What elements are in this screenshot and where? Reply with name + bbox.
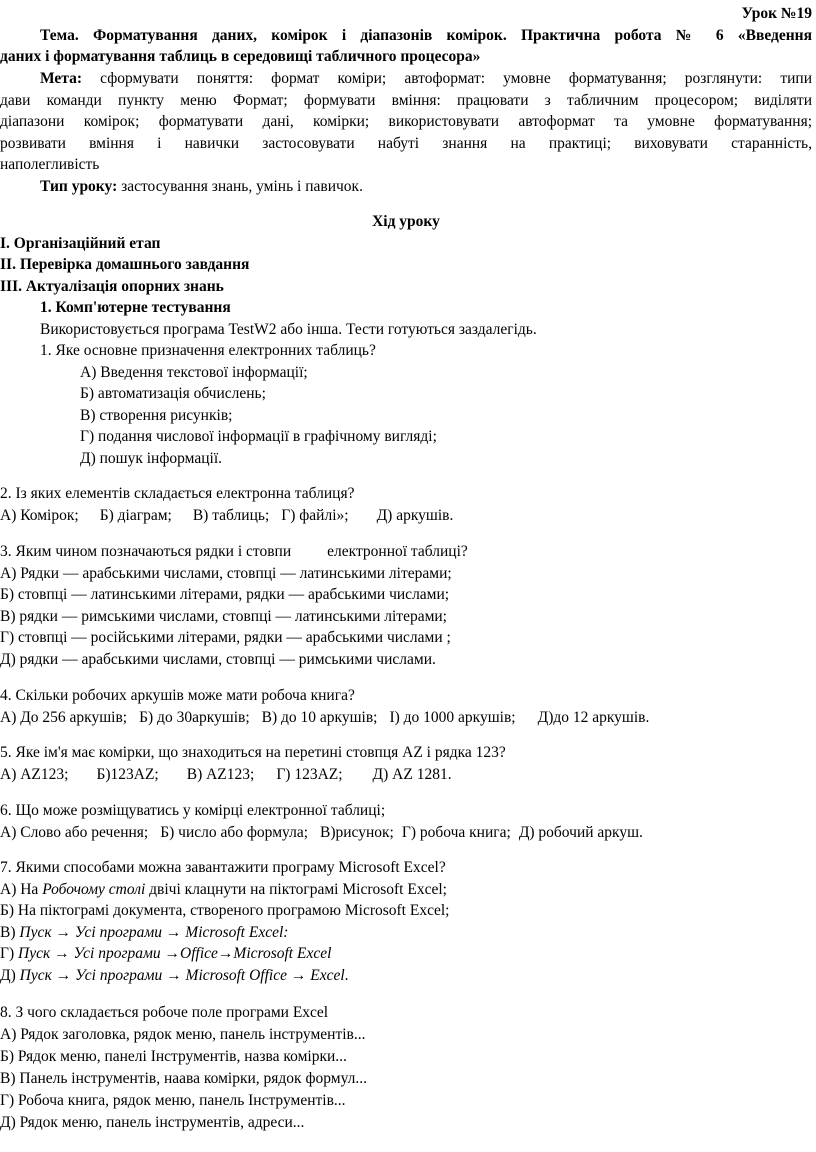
q1-option-a: А) Введення текстової інформації; <box>80 364 308 381</box>
lesson-number: Урок №19 <box>741 5 812 22</box>
q5-option-a: А) AZ123; <box>0 766 69 783</box>
q7-option-c-italic: Пуск → Усі програми → Microsoft Excel: <box>19 924 289 941</box>
topic-line-2: даних і форматування таблиць в середовищі табличного процесора» <box>0 48 481 65</box>
q7-option-d-italic: Пуск → Усі програми →Office→Microsoft Excel <box>18 945 332 962</box>
q7-option-a-suffix: двічі клацнути на піктограмі Microsoft Excel; <box>145 881 447 898</box>
q7-option-e-italic: Пуск → Усі програми → Microsoft Office → Excel <box>19 967 345 984</box>
q1-option-d: Г) подання числової інформації в графічному вигляді; <box>80 428 437 445</box>
q8-option-e: Д) Рядок меню, панель інструментів, адреси... <box>0 1114 305 1131</box>
q3-question-part-2: електронної таблиці? <box>327 543 468 560</box>
q2-option-c: В) таблиць; <box>192 507 270 524</box>
q5-option-c: В) AZ123; <box>186 766 255 783</box>
q3-question-part-1: 3. Яким чином позначаються рядки і стовпи <box>0 543 292 560</box>
q4-question: 4. Скільки робочих аркушів може мати робоча книга? <box>0 687 355 704</box>
q6-option-c: В)рисунок; <box>320 824 394 841</box>
q4-option-c: В) до 10 аркушів; <box>261 709 378 726</box>
q5-question: 5. Яке ім'я має комірки, що знаходиться на перетині стовпця AZ і рядка 123? <box>0 744 506 761</box>
q5-option-b: Б)123AZ; <box>96 766 159 783</box>
q4-option-e: Д)до 12 аркушів. <box>537 709 650 726</box>
topic-text-1: Форматування даних, комірок і діапазонів комірок. Практична робота № 6 «Введення <box>78 27 812 44</box>
q4-options <box>0 707 812 729</box>
q5-option-e: Д) AZ 1281. <box>372 766 452 783</box>
q3-option-c: В) рядки — римськими числами, стовпці — латинськими літерами; <box>0 608 447 625</box>
goal-line-1 <box>0 68 812 90</box>
q3-option-a: А) Рядки — арабськими числами, стовпці — латинськими літерами; <box>0 565 452 582</box>
goal-text-1: сформувати поняття: формат коміри; автоформат: умовне форматування; розглянути: типи <box>82 70 812 87</box>
q7-option-a <box>0 879 812 901</box>
q2-question: 2. Із яких елементів складається електронна таблиця? <box>0 485 355 502</box>
q2-options <box>0 505 812 527</box>
goal-label: Мета: <box>40 70 83 87</box>
q2-option-d: Г) файлі»; <box>281 507 349 524</box>
lesson-type <box>40 176 816 198</box>
q7-option-c-prefix: В) <box>0 924 20 941</box>
q8-option-c: В) Панель інструментів, наава комірки, рядок формул... <box>0 1070 367 1087</box>
q7-option-e <box>0 965 812 987</box>
topic-line-1 <box>0 25 812 47</box>
goal-line-4: розвивати вміння і навички застосовувати набуті знання на практиці; виховувати старанність, <box>0 135 812 152</box>
q7-option-e-suffix: . <box>344 967 349 984</box>
q3-question <box>0 541 812 563</box>
q7-option-d <box>0 943 812 965</box>
q7-option-b: Б) На піктограмі документа, створеного програмою Microsoft Excel; <box>0 902 450 919</box>
goal-line-3: діапазони комірок; форматувати дані, комірки; використовувати автоформат та умовне форматування; <box>0 113 812 130</box>
q6-option-e: Д) робочий аркуш. <box>518 824 643 841</box>
q3-option-e: Д) рядки — арабськими числами, стовпці — римськими числами. <box>0 651 436 668</box>
q4-option-a: А) До 256 аркушів; <box>0 709 128 726</box>
type-text: застосування знань, умінь і павичок. <box>117 178 363 195</box>
q8-question: 8. З чого складається робоче поле програми Excel <box>0 1004 329 1021</box>
stage-1: I. Організаційний етап <box>0 235 161 252</box>
q2-option-e: Д) аркушів. <box>376 507 454 524</box>
q3-option-d: Г) стовпці — російськими літерами, рядки — арабськими числами ; <box>0 629 451 646</box>
q6-option-d: Г) робоча книга; <box>401 824 511 841</box>
q6-question: 6. Що може розміщуватись у комірці електронної таблиці; <box>0 802 386 819</box>
q4-option-b: Б) до 30аркушів; <box>139 709 250 726</box>
q8-option-b: Б) Рядок меню, панелі Інструментів, назва комірки... <box>0 1048 347 1065</box>
q1-question: 1. Яке основне призначення електронних таблиць? <box>40 342 376 359</box>
q7-option-a-italic: Робочому столі <box>42 881 146 898</box>
q8-option-a: А) Рядок заголовка, рядок меню, панель інструментів... <box>0 1026 366 1043</box>
topic-label: Тема. <box>40 27 79 44</box>
q1-option-e: Д) пошук інформації. <box>80 450 223 467</box>
q7-question: 7. Якими способами можна завантажити програму Microsoft Excel? <box>0 859 446 876</box>
subsection-1: 1. Комп'ютерне тестування <box>40 299 231 316</box>
course-title: Хід уроку <box>372 213 440 230</box>
q4-option-d: І) до 1000 аркушів; <box>389 709 516 726</box>
q7-option-d-prefix: Г) <box>0 945 18 962</box>
stage-2: II. Перевірка домашнього завдання <box>0 256 250 273</box>
goal-line-2: дави команди пункту меню Формат; формувати вміння: працювати з табличним процесором; виділяти <box>0 92 812 109</box>
q2-option-b: Б) діаграм; <box>99 507 172 524</box>
intro-text: Використовується програма TestW2 або інша. Тести готуються заздалегідь. <box>40 321 537 338</box>
q8-option-d: Г) Робоча книга, рядок меню, панель Інструментів... <box>0 1092 346 1109</box>
q7-option-e-prefix: Д) <box>0 967 20 984</box>
goal-line-5: наполегливість <box>0 156 100 173</box>
q2-option-a: А) Комірок; <box>0 507 79 524</box>
q5-options <box>0 764 812 786</box>
q6-option-a: А) Слово або речення; <box>0 824 149 841</box>
q7-option-a-prefix: А) На <box>0 881 43 898</box>
q7-option-c <box>0 922 812 944</box>
type-label: Тип уроку: <box>40 178 118 195</box>
q6-option-b: Б) число або формула; <box>160 824 308 841</box>
q3-option-b: Б) стовпці — латинськими літерами, рядки — арабськими числами; <box>0 586 450 603</box>
q5-option-d: Г) 123AZ; <box>276 766 343 783</box>
stage-3: III. Актуалізація опорних знань <box>0 278 224 295</box>
q1-option-b: Б) автоматизація обчислень; <box>80 385 266 402</box>
q1-option-c: В) створення рисунків; <box>80 407 233 424</box>
q6-options <box>0 822 812 844</box>
